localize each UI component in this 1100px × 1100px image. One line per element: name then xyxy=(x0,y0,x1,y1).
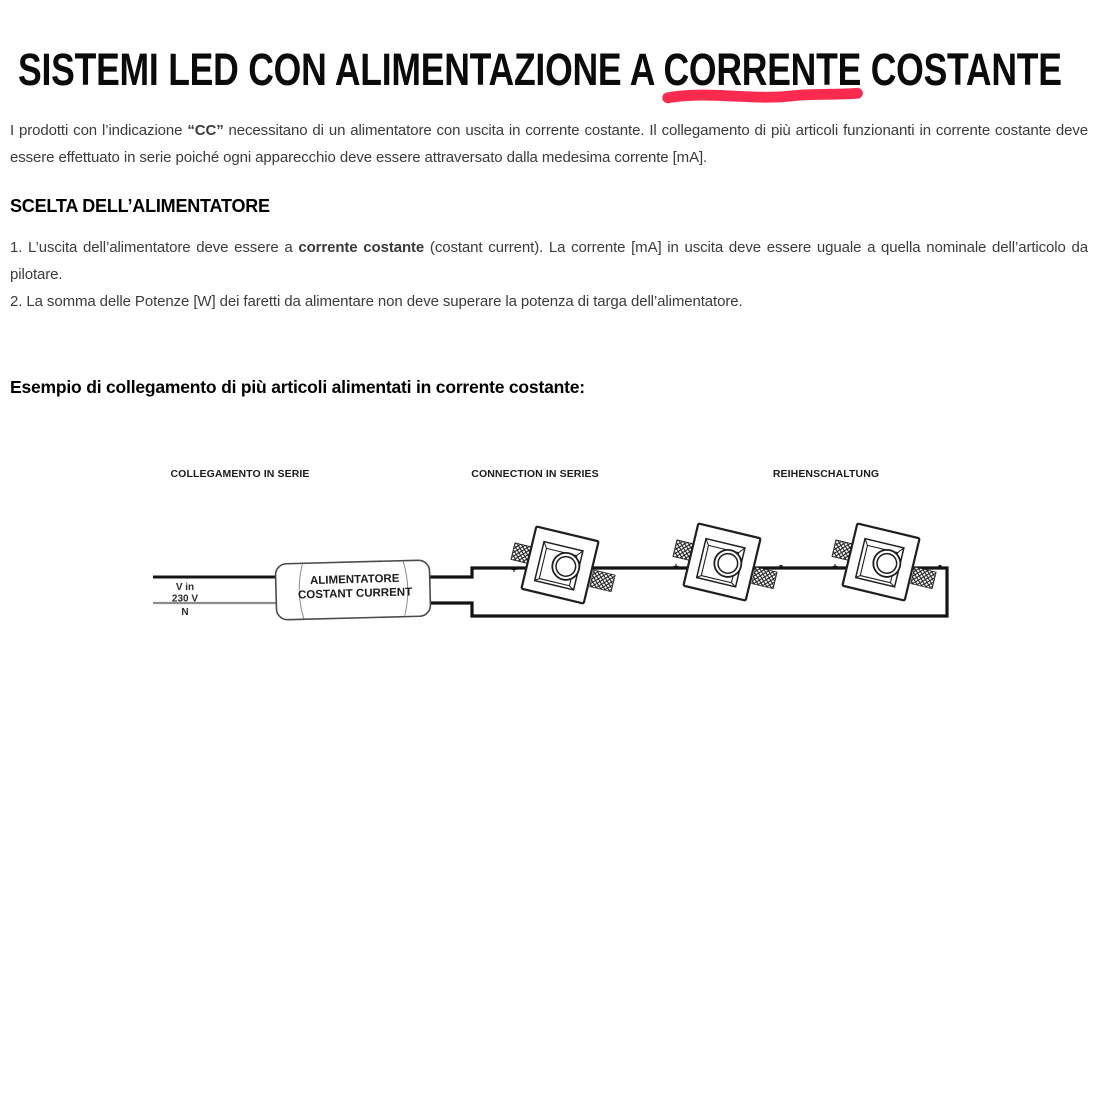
fixture-mounting-clip-right xyxy=(590,570,615,592)
title-highlight-text: CORRENTE xyxy=(663,44,862,95)
intro-paragraph xyxy=(10,117,1088,171)
page-title xyxy=(18,44,1062,95)
marker-underline-swoosh xyxy=(660,87,867,105)
intro-text-pre: I prodotti con l’indicazione xyxy=(10,122,188,139)
polarity-minus-3: - xyxy=(938,558,942,572)
recessed-spotlight-3 xyxy=(826,519,943,606)
example-heading: Esempio di collegamento di più articoli alimentati in corrente costante: xyxy=(10,377,585,397)
title-part1: SISTEMI LED CON ALIMENTAZIONE A xyxy=(18,44,664,95)
title-highlight xyxy=(663,44,862,95)
title-part2: COSTANTE xyxy=(861,44,1062,95)
label-voltage: 230 V xyxy=(171,593,199,605)
rule1-pre: 1. L’uscita dell’alimentatore deve essere a xyxy=(10,239,299,256)
led-driver-box xyxy=(275,560,430,620)
rules-list xyxy=(10,234,1088,315)
rule2-text: 2. La somma delle Potenze [W] dei faretti da alimentare non deve superare la potenza di targa dell’alimentatore. xyxy=(10,293,743,310)
label-neutral: N xyxy=(181,607,189,618)
rule1-bold: corrente costante xyxy=(298,239,425,256)
section-heading: SCELTA DELL’ALIMENTATORE xyxy=(10,196,270,216)
driver-label-line1: ALIMENTATORE xyxy=(309,572,400,588)
wiring-diagram xyxy=(140,455,970,645)
polarity-plus-1: + xyxy=(511,565,517,576)
intro-text-bold-cc: “CC” xyxy=(187,122,224,139)
rule-item-1 xyxy=(10,234,1088,288)
diagram-label-italian: COLLEGAMENTO IN SERIE xyxy=(170,468,310,480)
polarity-minus-1: - xyxy=(617,561,621,575)
recessed-spotlight-2 xyxy=(667,519,784,606)
diagram-label-english: CONNECTION IN SERIES xyxy=(471,468,599,480)
polarity-minus-2: - xyxy=(779,558,783,572)
recessed-spotlight-1 xyxy=(505,522,622,609)
intro-text-post: necessitano di un alimentatore con uscita in corrente costante. Il collegamento di più articoli funzionanti in corrente costante deve essere effettuato in serie poiché ogni apparecchio deve essere attraversato dalla medesima corrente [mA]. xyxy=(10,122,1088,166)
rule1-post: (costant current). La corrente [mA] in uscita deve essere uguale a quella nominale dell’articolo da pilotare. xyxy=(10,239,1089,283)
diagram-label-german: REIHENSCHALTUNG xyxy=(772,468,880,480)
polarity-plus-3: + xyxy=(832,562,838,573)
rule-item-2 xyxy=(10,288,1088,315)
fixture-mounting-clip-right xyxy=(911,567,936,589)
driver-label-line2: COSTANT CURRENT xyxy=(297,586,413,602)
fixture-mounting-clip-right xyxy=(752,567,777,589)
label-vin: V in xyxy=(175,582,195,593)
polarity-plus-2: + xyxy=(673,562,679,573)
